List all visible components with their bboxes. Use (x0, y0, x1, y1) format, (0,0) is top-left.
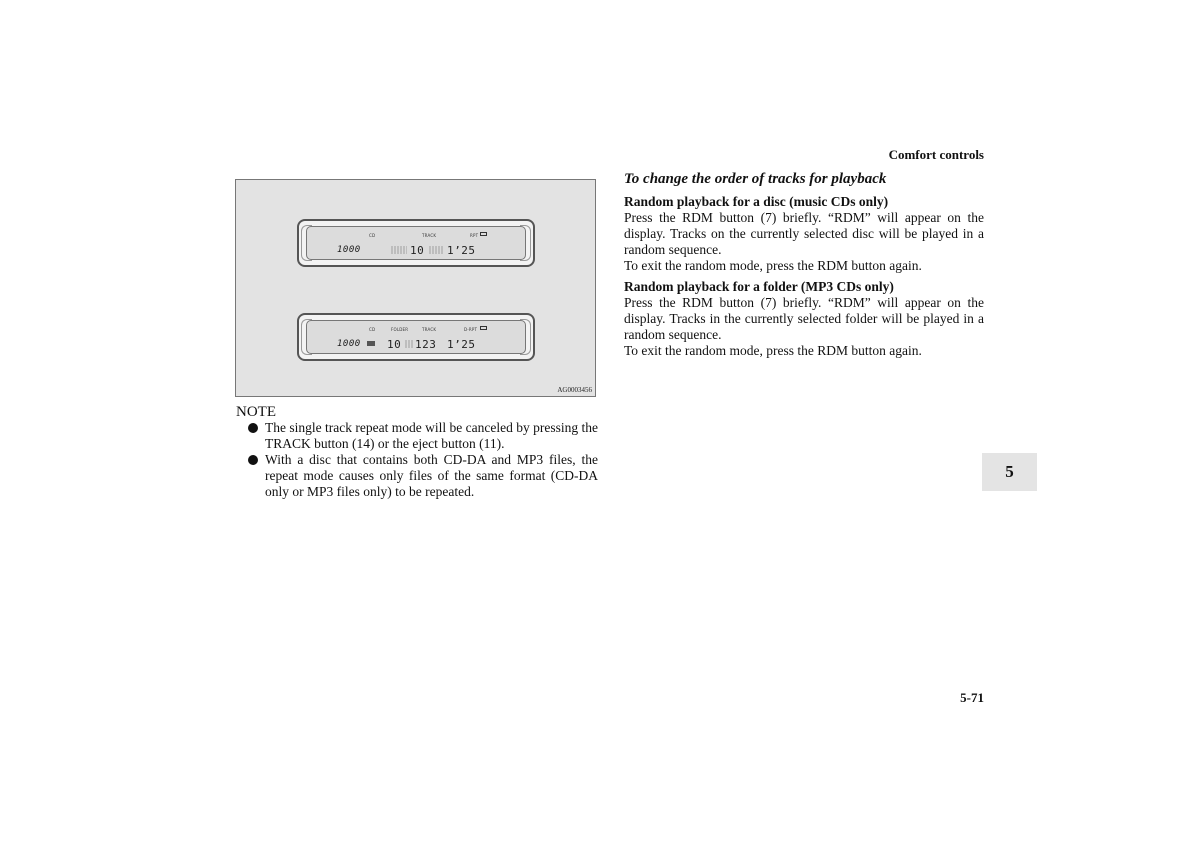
disc-number: 10 (387, 338, 402, 351)
right-column (624, 171, 984, 359)
label-drpt: D-RPT (464, 327, 478, 332)
section-heading: To change the order of tracks for playback (624, 171, 887, 187)
paragraph-folder: Press the RDM button (7) briefly. “RDM” will appear on the display. Tracks in the currently selected folder will be played in a random sequence. (624, 295, 984, 342)
note-item: With a disc that contains both CD-DA and MP3 files, the repeat mode causes only files of the same format (CD-DA only or MP3 files only) to be repeated. (246, 452, 598, 500)
bullet-icon (248, 455, 258, 465)
note-item: The single track repeat mode will be canceled by pressing the TRACK button (14) or the eject button (11). (246, 420, 598, 452)
note-title: NOTE (236, 404, 276, 420)
label-rpt: RPT (470, 233, 479, 238)
label-cd: CD (369, 327, 376, 332)
frequency-readout: 1000 (337, 245, 361, 255)
frequency-readout: 1000 (337, 339, 361, 349)
display-top (297, 219, 535, 267)
label-cd: CD (369, 233, 376, 238)
label-track: TRACK (422, 327, 437, 332)
display-bottom (297, 313, 535, 361)
track-number: 10 (410, 244, 425, 257)
time-readout: 1’25 (447, 338, 476, 351)
label-folder: FOLDER (391, 327, 409, 332)
figure-id: AG0003456 (557, 386, 592, 394)
indicator-icon (480, 326, 487, 330)
note-list (246, 420, 598, 500)
bullet-icon (248, 423, 258, 433)
paragraph-disc: Press the RDM button (7) briefly. “RDM” will appear on the display. Tracks on the currently selected disc will be played in a random sequence. (624, 210, 984, 257)
section-header: Comfort controls (888, 147, 984, 162)
subheading-folder: Random playback for a folder (MP3 CDs only) (624, 279, 894, 294)
chapter-tab: 5 (982, 453, 1037, 491)
label-track: TRACK (422, 233, 437, 238)
page-number: 5-71 (960, 690, 984, 705)
mp3-indicator-icon (367, 341, 375, 346)
time-readout: 1’25 (447, 244, 476, 257)
display-illustration (235, 179, 596, 397)
paragraph-folder-exit: To exit the random mode, press the RDM button again. (624, 343, 922, 358)
subheading-disc: Random playback for a disc (music CDs only) (624, 194, 889, 209)
paragraph-disc-exit: To exit the random mode, press the RDM button again. (624, 258, 922, 273)
indicator-icon (480, 232, 487, 236)
track-number: 123 (415, 338, 437, 351)
